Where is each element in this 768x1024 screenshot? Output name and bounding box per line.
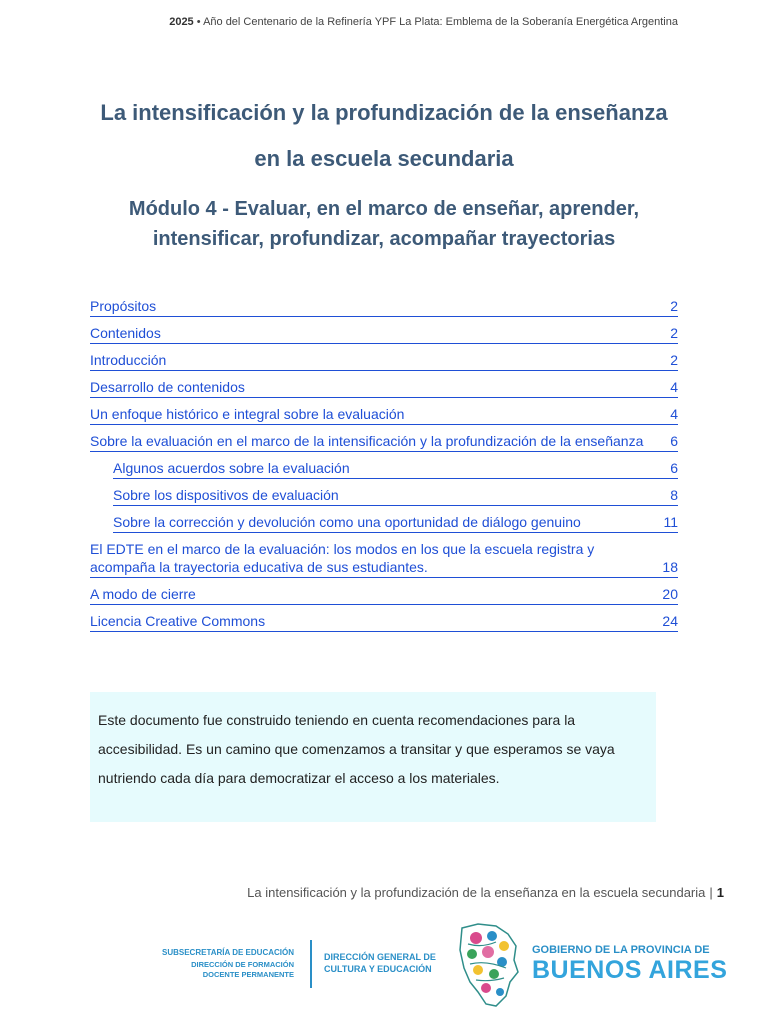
toc-entry-page: 6 xyxy=(670,433,678,449)
footer-title: La intensificación y la profundización de la enseñanza en la escuela secundaria xyxy=(247,885,706,900)
toc-entry-title: Introducción xyxy=(90,352,167,368)
accessibility-note-text: Este documento fue construido teniendo en cuenta recomendaciones para la accesibilidad. Es un camino que comenzamos a transitar y que esperamos se vaya nutriendo cada día para democratizar el acceso a los materiales. xyxy=(98,712,615,786)
toc-entry-title: Algunos acuerdos sobre la evaluación xyxy=(113,460,350,476)
document-title xyxy=(60,90,708,182)
toc-entry-title: Licencia Creative Commons xyxy=(90,613,266,629)
toc-entry-title: El EDTE en el marco de la evaluación: los modos en los que la escuela registra y acompaña la trayectoria educativa de sus estudiantes. xyxy=(90,541,595,575)
module-subtitle xyxy=(60,194,708,254)
toc-entry[interactable] xyxy=(90,294,678,317)
subtitle-line-2: intensificar, profundizar, acompañar trayectorias xyxy=(152,228,616,250)
direccion-general-logo xyxy=(324,951,444,975)
toc-entry-title: Sobre la corrección y devolución como una oportunidad de diálogo genuino xyxy=(113,514,581,530)
toc-entry[interactable] xyxy=(90,609,678,632)
toc-entry[interactable] xyxy=(90,375,678,398)
footer-page-number: 1 xyxy=(716,885,724,900)
accessibility-note xyxy=(90,692,656,822)
direccion-formacion-label-1: DIRECCIÓN DE FORMACIÓN xyxy=(191,960,294,969)
subtitle-line-1: Módulo 4 - Evaluar, en el marco de enseñar, aprender, xyxy=(128,198,640,220)
toc-entry-page: 18 xyxy=(662,559,678,575)
title-line-2: en la escuela secundaria xyxy=(254,146,514,171)
toc-entry-page: 2 xyxy=(670,352,678,368)
province-map-emblem-icon xyxy=(456,920,522,1010)
toc-entry-page: 11 xyxy=(663,514,678,530)
toc-entry-page: 4 xyxy=(670,406,678,422)
subsecretaria-logo xyxy=(160,948,294,980)
toc-entry-page: 24 xyxy=(662,613,678,629)
toc-entry-page: 20 xyxy=(662,586,678,602)
gobierno-label: GOBIERNO DE LA PROVINCIA DE xyxy=(532,944,710,956)
toc-entry-title: Propósitos xyxy=(90,298,157,314)
toc-entry-title: A modo de cierre xyxy=(90,586,196,602)
footer-separator: | xyxy=(709,885,713,900)
toc-entry-title: Un enfoque histórico e integral sobre la evaluación xyxy=(90,406,405,422)
banner-text: Año del Centenario de la Refinería YPF La Plata: Emblema de la Soberanía Energética Argentina xyxy=(203,16,678,28)
page-footer xyxy=(247,885,724,900)
toc-entry[interactable] xyxy=(113,510,678,533)
toc-entry[interactable] xyxy=(113,456,678,479)
toc-entry-page: 6 xyxy=(670,460,678,476)
toc-entry[interactable] xyxy=(90,321,678,344)
banner-year: 2025 xyxy=(169,16,194,28)
logo-divider xyxy=(310,940,312,988)
toc-entry[interactable] xyxy=(113,483,678,506)
buenos-aires-label: BUENOS AIRES xyxy=(532,956,728,984)
header-banner xyxy=(0,16,678,28)
toc-entry-page: 4 xyxy=(670,379,678,395)
toc-entry-page: 8 xyxy=(670,487,678,503)
toc-entry[interactable] xyxy=(90,402,678,425)
title-line-1: La intensificación y la profundización de la enseñanza xyxy=(100,100,668,125)
direccion-general-label-2: CULTURA Y EDUCACIÓN xyxy=(324,964,432,974)
toc-entry-title: Sobre los dispositivos de evaluación xyxy=(113,487,339,503)
toc-entry[interactable] xyxy=(90,582,678,605)
gobierno-provincia-logo xyxy=(532,944,727,984)
direccion-formacion-label-2: DOCENTE PERMANENTE xyxy=(202,970,294,979)
toc-entry-title: Sobre la evaluación en el marco de la intensificación y la profundización de la enseñanza xyxy=(90,433,644,449)
toc-entry[interactable] xyxy=(90,537,678,578)
toc-entry-page: 2 xyxy=(670,325,678,341)
direccion-general-label-1: DIRECCIÓN GENERAL DE xyxy=(324,952,436,962)
subsecretaria-label: SUBSECRETARÍA DE EDUCACIÓN xyxy=(161,948,294,957)
table-of-contents xyxy=(90,294,678,636)
toc-entry[interactable] xyxy=(90,348,678,371)
toc-entry-page: 2 xyxy=(670,298,678,314)
toc-entry-title: Desarrollo de contenidos xyxy=(90,379,245,395)
banner-bullet: • xyxy=(196,16,201,28)
toc-entry-title: Contenidos xyxy=(90,325,161,341)
toc-entry[interactable] xyxy=(90,429,678,452)
